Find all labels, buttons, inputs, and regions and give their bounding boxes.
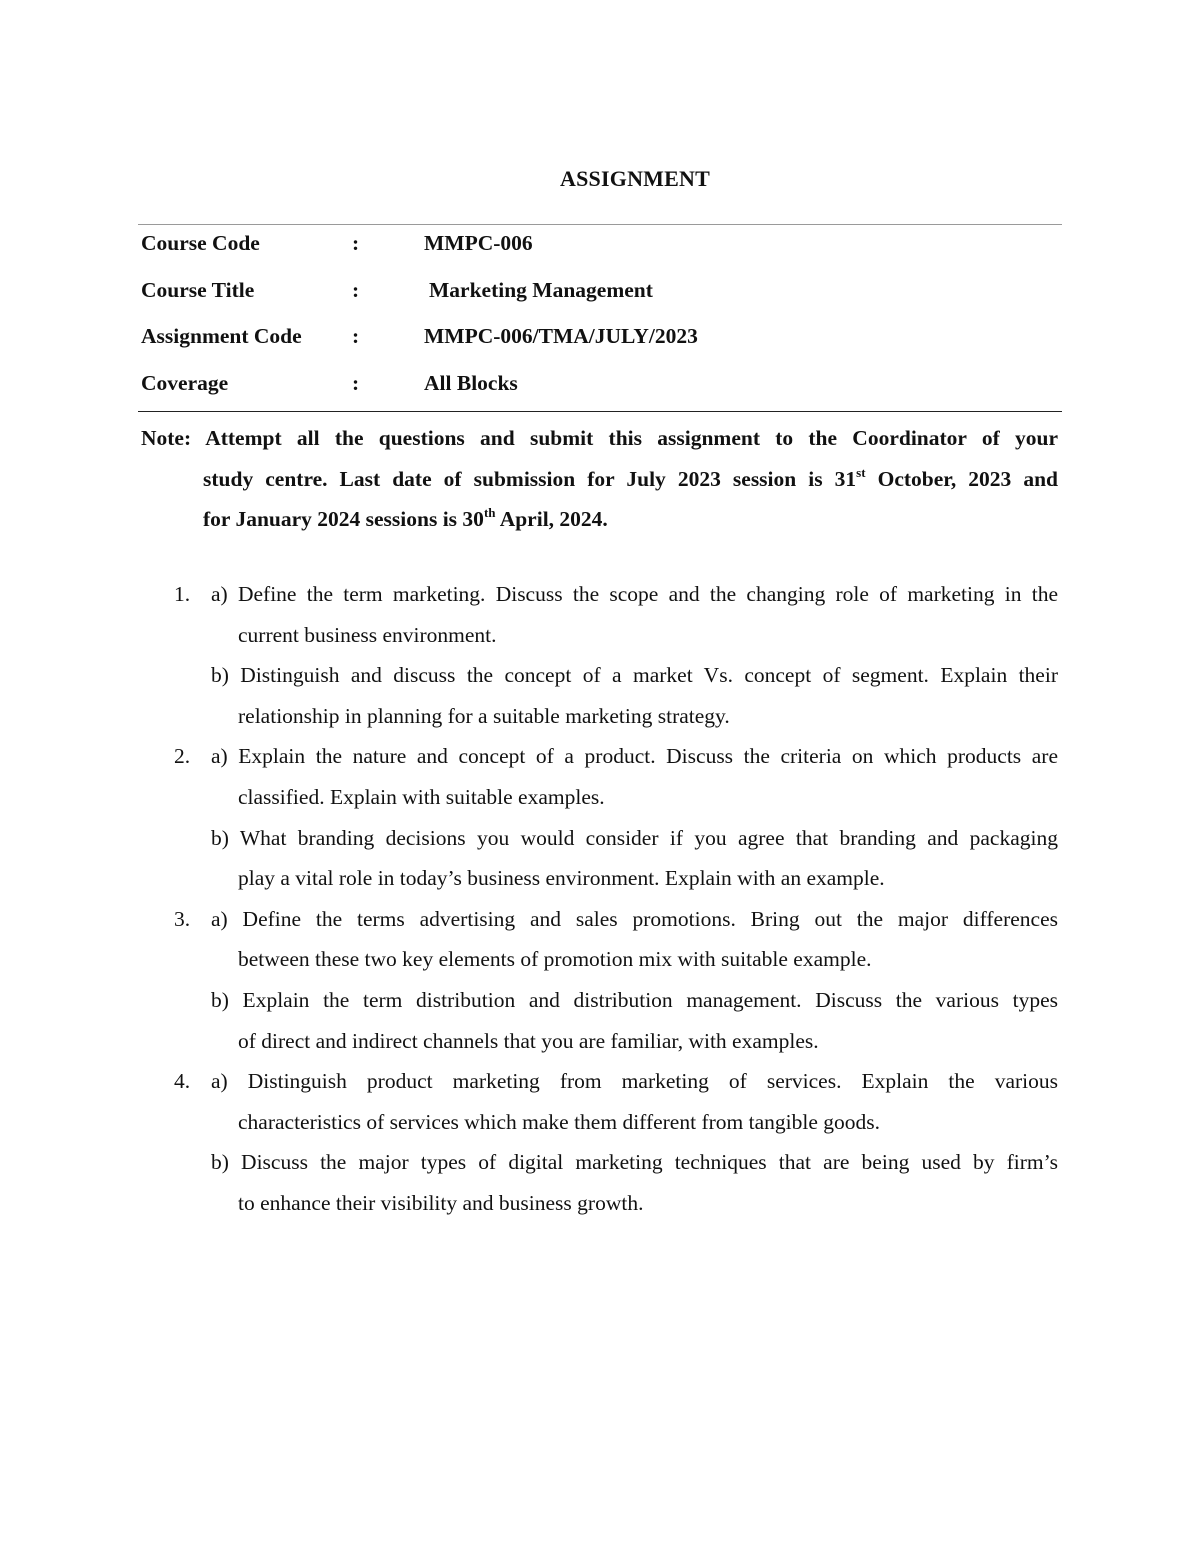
note-line-2-superscript: st (856, 464, 866, 480)
submission-note (141, 418, 1058, 540)
note-line-1: Note: Attempt all the questions and submit this assignment to the Coordinator of your (141, 426, 1058, 450)
question-text-line: a) Define the terms advertising and sales promotions. Bring out the major differences (211, 906, 1058, 931)
question-text-line: play a vital role in today’s business environment. Explain with an example. (238, 866, 885, 891)
question-1-part-b (0, 655, 1200, 736)
question-text-line: relationship in planning for a suitable marketing strategy. (238, 703, 730, 728)
note-line-2-text: study centre. Last date of submission for July 2023 session is 31 (203, 466, 857, 491)
question-text-line: of direct and indirect channels that you are familiar, with examples. (238, 1028, 819, 1053)
question-text-line: a) Distinguish product marketing from marketing of services. Explain the various (211, 1069, 1058, 1094)
question-text-line: between these two key elements of promotion mix with suitable example. (238, 947, 872, 972)
page-title: ASSIGNMENT (560, 166, 710, 191)
note-line-3-superscript: th (483, 505, 496, 520)
assignment-code-colon: : (352, 324, 360, 348)
question-1-part-a (0, 574, 1200, 655)
question-text-line: classified. Explain with suitable examples. (238, 784, 605, 809)
course-code-label: Course Code (141, 231, 260, 255)
coverage-colon: : (352, 370, 360, 395)
note-line-3-text-end: April, 2024. (495, 507, 608, 531)
question-3-part-a (0, 899, 1200, 980)
course-code-value: MMPC-006 (424, 231, 533, 255)
question-text-line: current business environment. (238, 622, 497, 647)
coverage-row (138, 365, 1062, 412)
question-text-line: characteristics of services which make them different from tangible goods. (238, 1109, 880, 1134)
question-4-part-a (0, 1061, 1200, 1142)
course-title-value: Marketing Management (429, 277, 653, 302)
question-number: 4. (174, 1069, 191, 1094)
coverage-value: All Blocks (424, 370, 518, 395)
course-title-label: Course Title (141, 277, 255, 302)
question-number: 3. (174, 906, 191, 931)
note-line-3 (141, 499, 1058, 540)
question-number: 2. (174, 744, 191, 769)
note-line-2 (141, 459, 1058, 500)
note-line-2-text-end: October, 2023 and (865, 466, 1058, 491)
note-line-3-text: for January 2024 sessions is 30 (203, 507, 484, 531)
question-4-part-b (0, 1142, 1200, 1223)
course-code-colon: : (352, 231, 360, 255)
assignment-code-value: MMPC-006/TMA/JULY/2023 (424, 324, 698, 348)
question-number: 1. (174, 582, 191, 606)
course-title-row (138, 272, 1062, 319)
question-3-part-b (0, 980, 1200, 1061)
question-text-line: b) Discuss the major types of digital marketing techniques that are being used by firm’s (211, 1150, 1058, 1175)
question-text-line: b) What branding decisions you would consider if you agree that branding and packaging (211, 825, 1058, 850)
question-text-line: to enhance their visibility and business growth. (238, 1190, 644, 1215)
question-text-line: a) Explain the nature and concept of a product. Discuss the criteria on which products are (211, 744, 1058, 769)
question-text-line: b) Explain the term distribution and distribution management. Discuss the various types (211, 987, 1058, 1012)
course-info-table (138, 224, 1062, 412)
course-code-row (138, 225, 1062, 272)
assignment-code-label: Assignment Code (141, 324, 302, 348)
coverage-label: Coverage (141, 370, 229, 395)
question-2-part-a (0, 736, 1200, 817)
course-title-colon: : (352, 277, 360, 302)
question-2-part-b (0, 818, 1200, 899)
question-list (0, 574, 1200, 1224)
assignment-code-row (138, 318, 1062, 365)
question-text-line: b) Distinguish and discuss the concept of a market Vs. concept of segment. Explain their (211, 663, 1058, 688)
question-text-line: a) Define the term marketing. Discuss the scope and the changing role of marketing in the (211, 582, 1058, 606)
